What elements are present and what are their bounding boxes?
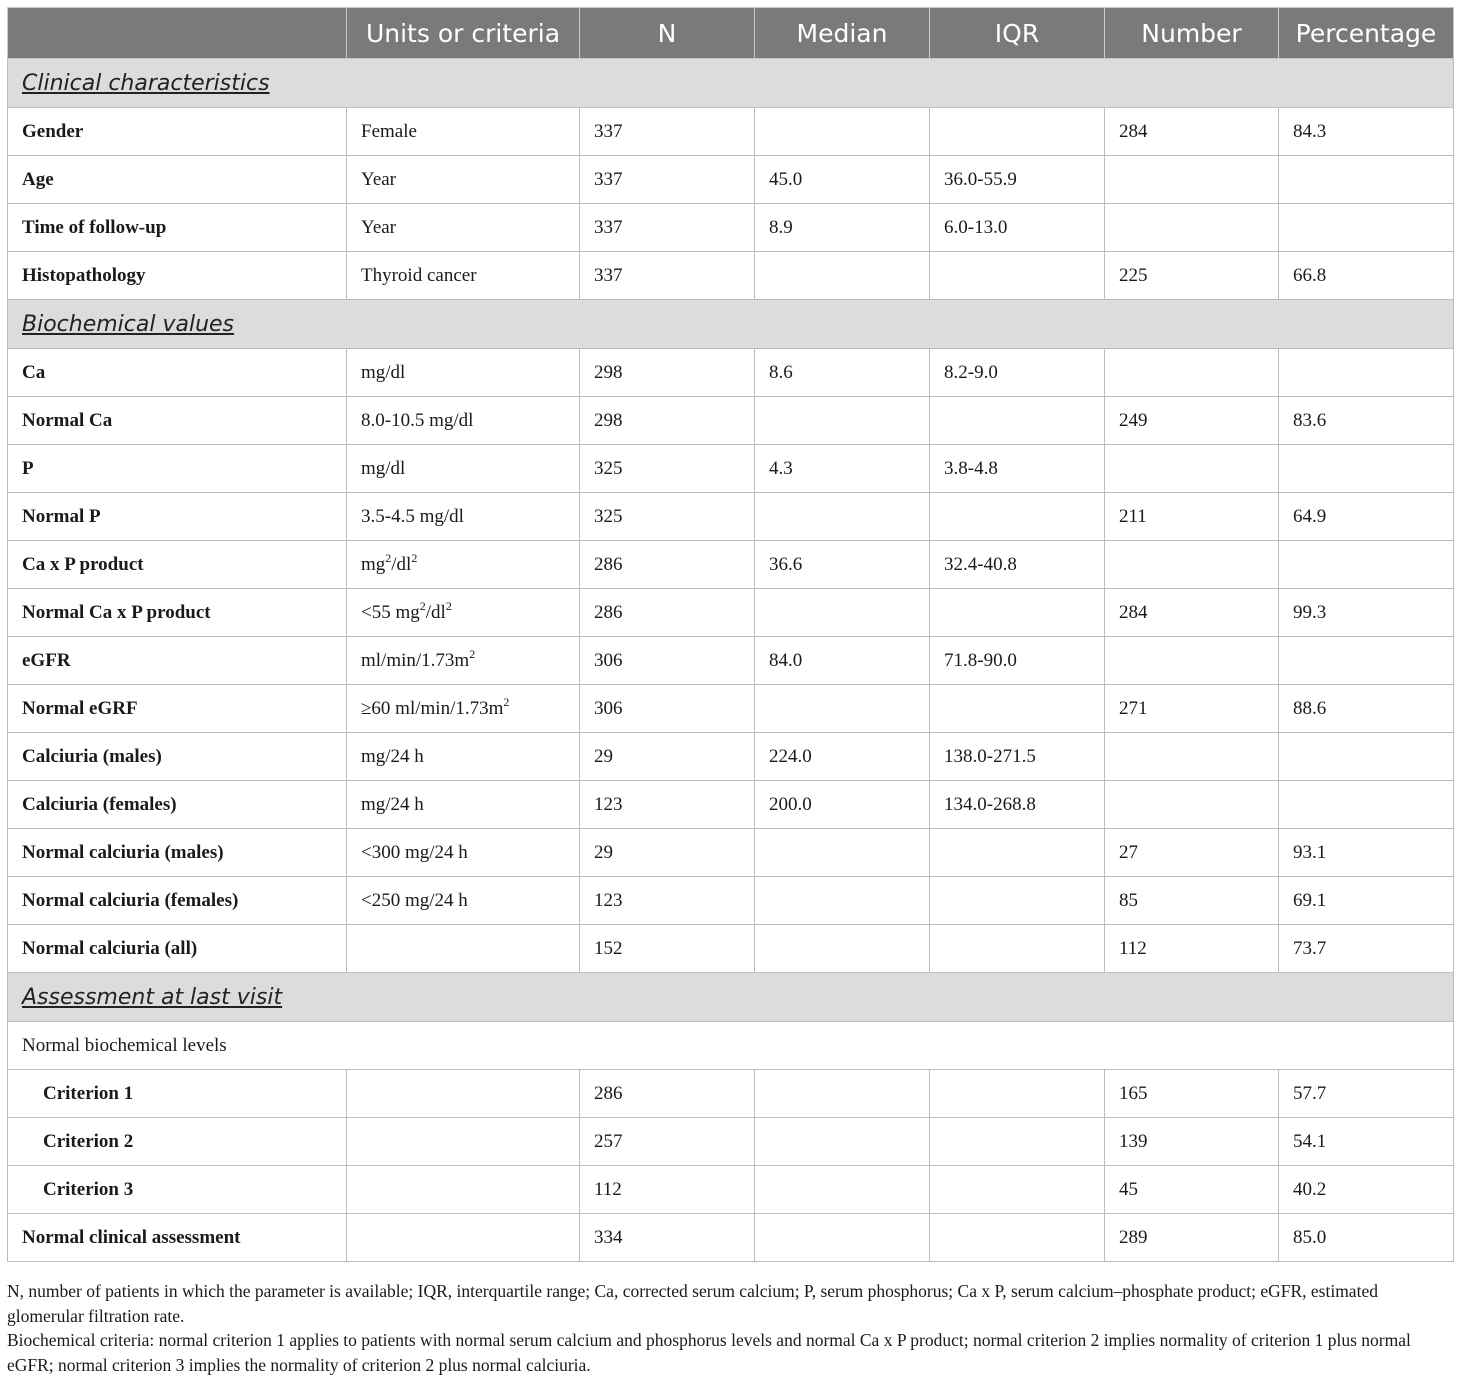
parameter-label: Age: [8, 156, 347, 204]
units-cell: Year: [347, 204, 580, 252]
median-cell: 8.6: [755, 349, 930, 397]
median-cell: [755, 397, 930, 445]
number-cell: [1105, 445, 1279, 493]
median-cell: [755, 829, 930, 877]
n-cell: 286: [580, 1070, 755, 1118]
percentage-cell: 64.9: [1279, 493, 1454, 541]
table-row: [8, 589, 1454, 637]
units-cell: [347, 1214, 580, 1262]
iqr-cell: [930, 493, 1105, 541]
n-cell: 337: [580, 156, 755, 204]
n-cell: 286: [580, 541, 755, 589]
number-cell: 165: [1105, 1070, 1279, 1118]
units-cell: 3.5-4.5 mg/dl: [347, 493, 580, 541]
units-cell: [347, 637, 580, 685]
header-n: N: [580, 8, 755, 59]
table-row: [8, 733, 1454, 781]
median-cell: 36.6: [755, 541, 930, 589]
iqr-cell: 36.0-55.9: [930, 156, 1105, 204]
median-cell: [755, 589, 930, 637]
percentage-cell: 83.6: [1279, 397, 1454, 445]
median-cell: 224.0: [755, 733, 930, 781]
number-cell: 27: [1105, 829, 1279, 877]
n-cell: 112: [580, 1166, 755, 1214]
units-cell: [347, 685, 580, 733]
n-cell: 152: [580, 925, 755, 973]
section-title: Clinical characteristics: [22, 70, 270, 96]
parameter-label: Criterion 2: [8, 1118, 347, 1166]
table-row: [8, 1118, 1454, 1166]
subheading-row: [8, 1022, 1454, 1070]
percentage-cell: [1279, 445, 1454, 493]
number-cell: [1105, 637, 1279, 685]
table-row: [8, 877, 1454, 925]
units-cell: <300 mg/24 h: [347, 829, 580, 877]
number-cell: [1105, 733, 1279, 781]
number-cell: [1105, 541, 1279, 589]
percentage-cell: 66.8: [1279, 252, 1454, 300]
percentage-cell: [1279, 541, 1454, 589]
parameter-label: Ca: [8, 349, 347, 397]
number-cell: 85: [1105, 877, 1279, 925]
median-cell: [755, 685, 930, 733]
iqr-cell: [930, 877, 1105, 925]
footnote-abbreviations: N, number of patients in which the parameter is available; IQR, interquartile range; Ca, corrected serum calcium; P, serum phosphorus; Ca x P, serum calcium–phosphate product; eGFR, estimated glomerular filtration rate.: [7, 1281, 1378, 1326]
units-cell: [347, 1118, 580, 1166]
section-row: [8, 973, 1454, 1022]
n-cell: 306: [580, 637, 755, 685]
section-title: Assessment at last visit: [22, 984, 283, 1010]
unit-text: <55 mg: [361, 601, 420, 623]
percentage-cell: 40.2: [1279, 1166, 1454, 1214]
median-cell: [755, 493, 930, 541]
n-cell: 29: [580, 829, 755, 877]
header-percentage: Percentage: [1279, 8, 1454, 59]
number-cell: [1105, 156, 1279, 204]
units-cell: mg/dl: [347, 445, 580, 493]
units-cell: mg/dl: [347, 349, 580, 397]
section-row: [8, 59, 1454, 108]
n-cell: 337: [580, 204, 755, 252]
n-cell: 325: [580, 445, 755, 493]
n-cell: 337: [580, 108, 755, 156]
unit-exponent: 2: [411, 550, 418, 565]
table-row: [8, 156, 1454, 204]
header-iqr: IQR: [930, 8, 1105, 59]
unit-text: mg: [361, 553, 386, 575]
results-table: [7, 7, 1454, 1262]
unit-exponent: 2: [445, 598, 452, 613]
median-cell: [755, 252, 930, 300]
percentage-cell: 93.1: [1279, 829, 1454, 877]
parameter-label: Gender: [8, 108, 347, 156]
iqr-cell: [930, 685, 1105, 733]
units-cell: Female: [347, 108, 580, 156]
iqr-cell: [930, 1166, 1105, 1214]
table-row: [8, 637, 1454, 685]
n-cell: 334: [580, 1214, 755, 1262]
median-cell: [755, 1214, 930, 1262]
unit-exponent: 2: [469, 646, 476, 661]
number-cell: 284: [1105, 108, 1279, 156]
percentage-cell: [1279, 349, 1454, 397]
units-cell: [347, 589, 580, 637]
number-cell: 249: [1105, 397, 1279, 445]
iqr-cell: [930, 1118, 1105, 1166]
iqr-cell: 71.8-90.0: [930, 637, 1105, 685]
section-title-cell: [8, 59, 1454, 108]
footnote-criteria: Biochemical criteria: normal criterion 1 applies to patients with normal serum calcium and phosphorus levels and normal Ca x P product; normal criterion 2 implies normality of criterion 1 plus normal eGFR; normal criterion 3 implies the normality of criterion 2 plus normal calciuria.: [7, 1330, 1411, 1375]
percentage-cell: 88.6: [1279, 685, 1454, 733]
units-cell: mg/24 h: [347, 781, 580, 829]
median-cell: 84.0: [755, 637, 930, 685]
n-cell: 29: [580, 733, 755, 781]
section-row: [8, 300, 1454, 349]
table-row: [8, 541, 1454, 589]
iqr-cell: 134.0-268.8: [930, 781, 1105, 829]
table-header: [8, 8, 1454, 59]
number-cell: [1105, 781, 1279, 829]
number-cell: 289: [1105, 1214, 1279, 1262]
table-footnotes: [7, 1279, 1453, 1377]
parameter-label: P: [8, 445, 347, 493]
subheading-cell: Normal biochemical levels: [8, 1022, 1454, 1070]
median-cell: 45.0: [755, 156, 930, 204]
number-cell: [1105, 349, 1279, 397]
median-cell: 200.0: [755, 781, 930, 829]
number-cell: [1105, 204, 1279, 252]
number-cell: 211: [1105, 493, 1279, 541]
number-cell: 225: [1105, 252, 1279, 300]
section-title-cell: [8, 300, 1454, 349]
number-cell: 139: [1105, 1118, 1279, 1166]
table-row: [8, 397, 1454, 445]
percentage-cell: [1279, 156, 1454, 204]
n-cell: 123: [580, 781, 755, 829]
parameter-label: Normal Ca x P product: [8, 589, 347, 637]
percentage-cell: [1279, 204, 1454, 252]
median-cell: 8.9: [755, 204, 930, 252]
iqr-cell: [930, 1070, 1105, 1118]
n-cell: 286: [580, 589, 755, 637]
parameter-label: Ca x P product: [8, 541, 347, 589]
header-units: Units or criteria: [347, 8, 580, 59]
unit-text: ml/min/1.73m: [361, 649, 470, 671]
units-cell: mg/24 h: [347, 733, 580, 781]
table-row: [8, 204, 1454, 252]
table-row: [8, 1166, 1454, 1214]
number-cell: 271: [1105, 685, 1279, 733]
parameter-label: Histopathology: [8, 252, 347, 300]
parameter-label: Criterion 3: [8, 1166, 347, 1214]
n-cell: 325: [580, 493, 755, 541]
table-row: [8, 829, 1454, 877]
unit-exponent: 2: [419, 598, 426, 613]
parameter-label: eGFR: [8, 637, 347, 685]
parameter-label: Normal Ca: [8, 397, 347, 445]
unit-text: ≥60 ml/min/1.73m: [361, 697, 504, 719]
table-row: [8, 252, 1454, 300]
median-cell: [755, 877, 930, 925]
percentage-cell: 69.1: [1279, 877, 1454, 925]
section-title-cell: [8, 973, 1454, 1022]
number-cell: 112: [1105, 925, 1279, 973]
header-label-cell: [8, 8, 347, 59]
header-number: Number: [1105, 8, 1279, 59]
iqr-cell: [930, 108, 1105, 156]
table-row: [8, 349, 1454, 397]
iqr-cell: [930, 589, 1105, 637]
parameter-label: Criterion 1: [8, 1070, 347, 1118]
units-cell: [347, 541, 580, 589]
parameter-label: Normal eGRF: [8, 685, 347, 733]
header-median: Median: [755, 8, 930, 59]
units-cell: [347, 925, 580, 973]
unit-text: /dl: [391, 553, 412, 575]
parameter-label: Normal calciuria (females): [8, 877, 347, 925]
percentage-cell: 84.3: [1279, 108, 1454, 156]
units-cell: <250 mg/24 h: [347, 877, 580, 925]
percentage-cell: 99.3: [1279, 589, 1454, 637]
n-cell: 298: [580, 349, 755, 397]
median-cell: [755, 1118, 930, 1166]
unit-exponent: 2: [503, 694, 510, 709]
median-cell: [755, 1166, 930, 1214]
parameter-label: Time of follow-up: [8, 204, 347, 252]
percentage-cell: 54.1: [1279, 1118, 1454, 1166]
n-cell: 257: [580, 1118, 755, 1166]
units-cell: Thyroid cancer: [347, 252, 580, 300]
n-cell: 123: [580, 877, 755, 925]
iqr-cell: 138.0-271.5: [930, 733, 1105, 781]
number-cell: 284: [1105, 589, 1279, 637]
parameter-label: Calciuria (females): [8, 781, 347, 829]
table-row: [8, 493, 1454, 541]
units-cell: [347, 1070, 580, 1118]
iqr-cell: [930, 925, 1105, 973]
table-body: [8, 59, 1454, 1262]
n-cell: 337: [580, 252, 755, 300]
units-cell: [347, 1166, 580, 1214]
iqr-cell: [930, 829, 1105, 877]
unit-exponent: 2: [385, 550, 392, 565]
units-cell: 8.0-10.5 mg/dl: [347, 397, 580, 445]
parameter-label: Normal P: [8, 493, 347, 541]
iqr-cell: [930, 1214, 1105, 1262]
iqr-cell: [930, 252, 1105, 300]
parameter-label: Normal clinical assessment: [8, 1214, 347, 1262]
percentage-cell: 85.0: [1279, 1214, 1454, 1262]
table-row: [8, 108, 1454, 156]
results-table-container: [7, 7, 1453, 1262]
iqr-cell: 8.2-9.0: [930, 349, 1105, 397]
table-row: [8, 925, 1454, 973]
n-cell: 306: [580, 685, 755, 733]
number-cell: 45: [1105, 1166, 1279, 1214]
percentage-cell: [1279, 637, 1454, 685]
table-row: [8, 445, 1454, 493]
percentage-cell: [1279, 781, 1454, 829]
iqr-cell: 3.8-4.8: [930, 445, 1105, 493]
table-row: [8, 1070, 1454, 1118]
parameter-label: Calciuria (males): [8, 733, 347, 781]
median-cell: [755, 108, 930, 156]
header-row: [8, 8, 1454, 59]
iqr-cell: 6.0-13.0: [930, 204, 1105, 252]
units-cell: Year: [347, 156, 580, 204]
median-cell: 4.3: [755, 445, 930, 493]
percentage-cell: 73.7: [1279, 925, 1454, 973]
iqr-cell: [930, 397, 1105, 445]
median-cell: [755, 925, 930, 973]
percentage-cell: 57.7: [1279, 1070, 1454, 1118]
median-cell: [755, 1070, 930, 1118]
table-row: [8, 1214, 1454, 1262]
n-cell: 298: [580, 397, 755, 445]
percentage-cell: [1279, 733, 1454, 781]
parameter-label: Normal calciuria (males): [8, 829, 347, 877]
iqr-cell: 32.4-40.8: [930, 541, 1105, 589]
section-title: Biochemical values: [22, 311, 235, 337]
parameter-label: Normal calciuria (all): [8, 925, 347, 973]
unit-text: /dl: [425, 601, 446, 623]
table-row: [8, 781, 1454, 829]
table-row: [8, 685, 1454, 733]
